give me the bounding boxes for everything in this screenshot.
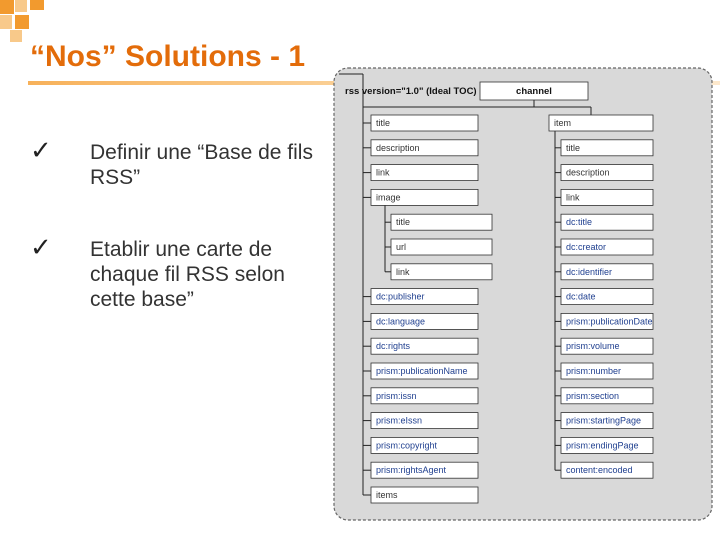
node-label: link	[566, 192, 580, 203]
corner-decoration-square	[15, 15, 29, 29]
diagram-node	[391, 214, 492, 230]
diagram-node	[561, 363, 653, 379]
node-label: prism:publicationDate	[566, 316, 653, 327]
corner-decoration-square	[30, 0, 44, 10]
diagram-node	[371, 413, 478, 429]
diagram-node	[561, 239, 653, 255]
diagram-node	[561, 388, 653, 404]
root-label: rss version="1.0" (Ideal TOC)	[345, 86, 477, 97]
diagram-node	[561, 289, 653, 305]
node-label: prism:copyright	[376, 440, 438, 451]
node-label: dc:language	[376, 316, 426, 327]
node-label: prism:issn	[376, 390, 417, 401]
node-label: prism:endingPage	[566, 440, 639, 451]
node-label: dc:date	[566, 291, 596, 302]
node-label: dc:title	[566, 217, 593, 228]
node-label: channel	[516, 86, 552, 97]
corner-decoration-square	[10, 30, 22, 42]
diagram-node	[391, 239, 492, 255]
checkmark-icon: ✓	[30, 136, 52, 166]
diagram-node	[561, 214, 653, 230]
node-label: dc:rights	[376, 341, 411, 352]
diagram-node	[561, 413, 653, 429]
node-label: prism:volume	[566, 341, 620, 352]
diagram-node	[371, 189, 478, 205]
node-label: prism:rightsAgent	[376, 465, 447, 476]
diagram-node	[561, 437, 653, 453]
node-label: link	[396, 266, 410, 277]
node-label: items	[376, 490, 398, 500]
diagram-node	[561, 140, 653, 156]
checkmark-icon: ✓	[30, 233, 52, 263]
node-label: dc:creator	[566, 242, 607, 252]
diagram-node	[371, 388, 478, 404]
diagram-node	[371, 289, 478, 305]
diagram-node	[371, 462, 478, 478]
diagram-node	[561, 165, 653, 181]
node-label: prism:publicationName	[376, 366, 468, 376]
node-label: description	[566, 167, 610, 178]
node-label: prism:eIssn	[376, 415, 423, 426]
node-label: url	[396, 242, 407, 252]
node-label: image	[376, 192, 401, 203]
diagram-node	[480, 82, 588, 100]
rss-structure-diagram	[333, 67, 715, 523]
node-label: content:encoded	[566, 465, 633, 476]
corner-decoration-square	[15, 0, 27, 12]
diagram-node	[561, 462, 653, 478]
diagram-node	[371, 338, 478, 354]
corner-decoration-square	[0, 0, 14, 14]
node-label: dc:identifier	[566, 266, 613, 277]
diagram-node	[371, 363, 478, 379]
diagram-node	[561, 264, 653, 280]
node-label: prism:section	[566, 390, 620, 401]
diagram-node	[561, 338, 653, 354]
node-label: title	[396, 217, 411, 228]
bullet-text: Definir une “Base de fils RSS”	[90, 141, 313, 189]
node-box	[391, 239, 492, 255]
node-label: link	[376, 167, 390, 178]
diagram-node	[371, 115, 478, 131]
node-label: prism:startingPage	[566, 415, 642, 426]
corner-decoration-square	[0, 15, 12, 29]
bullet-text: Etablir une carte de chaque fil RSS selon cette base”	[90, 238, 285, 311]
diagram-node	[561, 313, 653, 329]
diagram-node	[371, 140, 478, 156]
diagram-node	[371, 487, 478, 503]
diagram-node	[549, 115, 653, 131]
page-title: “Nos” Solutions - 1	[30, 40, 306, 73]
node-label: dc:publisher	[376, 291, 425, 302]
node-label: description	[376, 142, 420, 153]
diagram-node	[391, 264, 492, 280]
node-label: item	[554, 118, 572, 128]
node-label: prism:number	[566, 366, 622, 376]
node-label: title	[376, 118, 391, 128]
diagram-node	[371, 165, 478, 181]
node-label: title	[566, 142, 581, 153]
diagram-node	[561, 189, 653, 205]
diagram-node	[371, 313, 478, 329]
diagram-node	[371, 437, 478, 453]
